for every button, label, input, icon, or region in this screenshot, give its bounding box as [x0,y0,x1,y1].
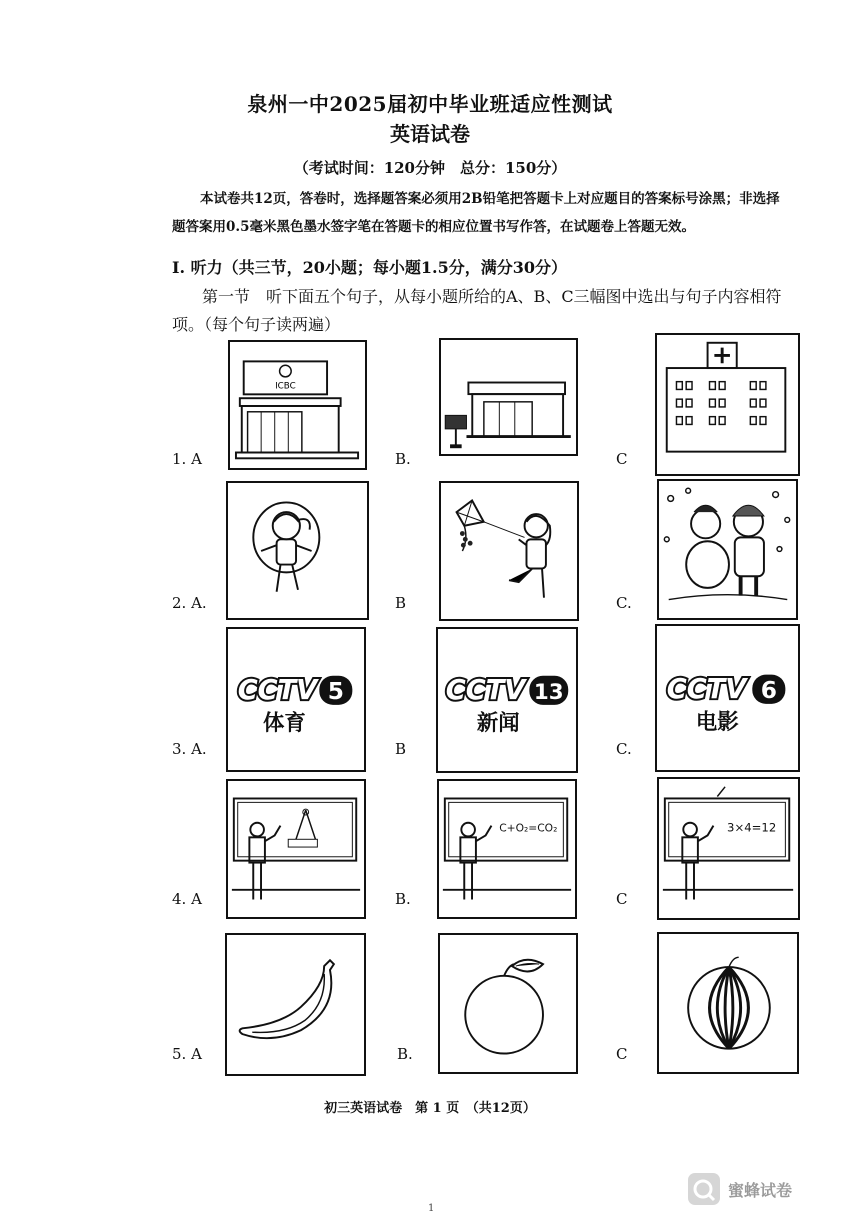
q5-picture-a-banana [225,933,366,1076]
q4-picture-a-physics [226,779,366,919]
math-equation: 3×4=12 [727,820,777,835]
chemistry-equation: C+O₂=CO₂ [499,821,558,835]
q3-picture-a-cctv5 [226,627,366,772]
exam-subject: 英语试卷 [390,122,470,146]
q4-picture-c-math [657,777,800,920]
q1-picture-a-bank [228,340,367,470]
teacher-physics-board-icon [228,781,364,917]
exam-info: （考试时间：120分钟 总分：150分） [293,159,567,177]
cctv13-logo: CCTV [445,675,526,707]
cctv6-number: 6 [760,676,777,704]
girl-jumping-rope-icon [228,483,367,618]
post-office-icon [441,340,576,454]
hospital-icon [657,335,798,474]
q3-picture-b-cctv13 [436,627,578,773]
orange-icon [440,935,576,1072]
cctv5-logo: CCTV [237,675,318,707]
q2-label-a: 2. A. [172,594,207,612]
q4-label-b: B. [395,890,411,908]
q3-picture-c-cctv6 [655,624,800,772]
q2-picture-b-kite [439,481,579,621]
subsection-line-1: 第一节 听下面五个句子，从每小题所给的A、B、C三幅图中选出与句子内容相符 [202,287,782,306]
subsection-line-2: 项。（每个句子读两遍） [172,315,341,334]
q5-label-b: B. [397,1045,413,1063]
cctv6-logo: CCTV [666,674,747,705]
q4-label-c: C [616,890,628,908]
teacher-chemistry-board-icon [439,781,575,917]
cctv13-channel-name: 新闻 [476,711,520,737]
q1-label-c: C [616,450,628,468]
q5-label-a: 5. A [172,1045,202,1063]
watermark-logo [688,1172,808,1206]
bank-sign-text: ICBC [275,381,296,392]
instruction-line-2: 题答案用0.5毫米黑色墨水签字笔在答题卡的相应位置书写作答，在试题卷上答题无效。 [172,219,695,235]
q2-picture-a-jump-rope [226,481,369,620]
q5-picture-c-watermelon [657,932,799,1074]
instruction-line-1: 本试卷共12页，答卷时，选择题答案必须用2B铅笔把答题卡上对应题目的答案标号涂黑；非选择 [200,191,780,207]
q3-label-b: B [395,740,407,758]
q5-label-c: C [616,1045,628,1063]
q4-picture-b-chemistry [437,779,577,919]
q2-label-b: B [395,594,407,612]
teacher-math-board-icon [659,779,798,918]
section-heading: I. 听力（共三节，20小题；每小题1.5分，满分30分） [172,258,567,277]
girl-flying-kite-icon [441,483,577,619]
watermark-text: 蜜蜂试卷 [728,1181,793,1200]
cctv6-channel-name: 电影 [695,710,739,736]
bank-building-icon [230,342,365,468]
page-footer: 初三英语试卷 第 1 页 （共12页） [324,1101,536,1116]
cctv5-number: 5 [327,678,344,706]
q1-label-a: 1. A [172,450,202,468]
q2-label-c: C. [616,594,632,612]
q1-picture-b-post-office [439,338,578,456]
q5-picture-b-orange [438,933,578,1074]
cctv13-number: 13 [533,680,564,706]
banana-icon [227,935,364,1074]
page-mark: 1 [428,1203,435,1214]
watermark-icon [688,1173,720,1205]
q4-label-a: 4. A [172,890,202,908]
watermelon-icon [659,934,797,1072]
q3-label-a: 3. A. [172,740,207,758]
snowman-children-icon [659,481,796,618]
q2-picture-c-snowman [657,479,798,620]
q3-label-c: C. [616,740,632,758]
q1-picture-c-hospital [655,333,800,476]
exam-title: 泉州一中2025届初中毕业班适应性测试 [247,92,613,116]
cctv5-channel-name: 体育 [262,711,306,737]
q1-label-b: B. [395,450,411,468]
